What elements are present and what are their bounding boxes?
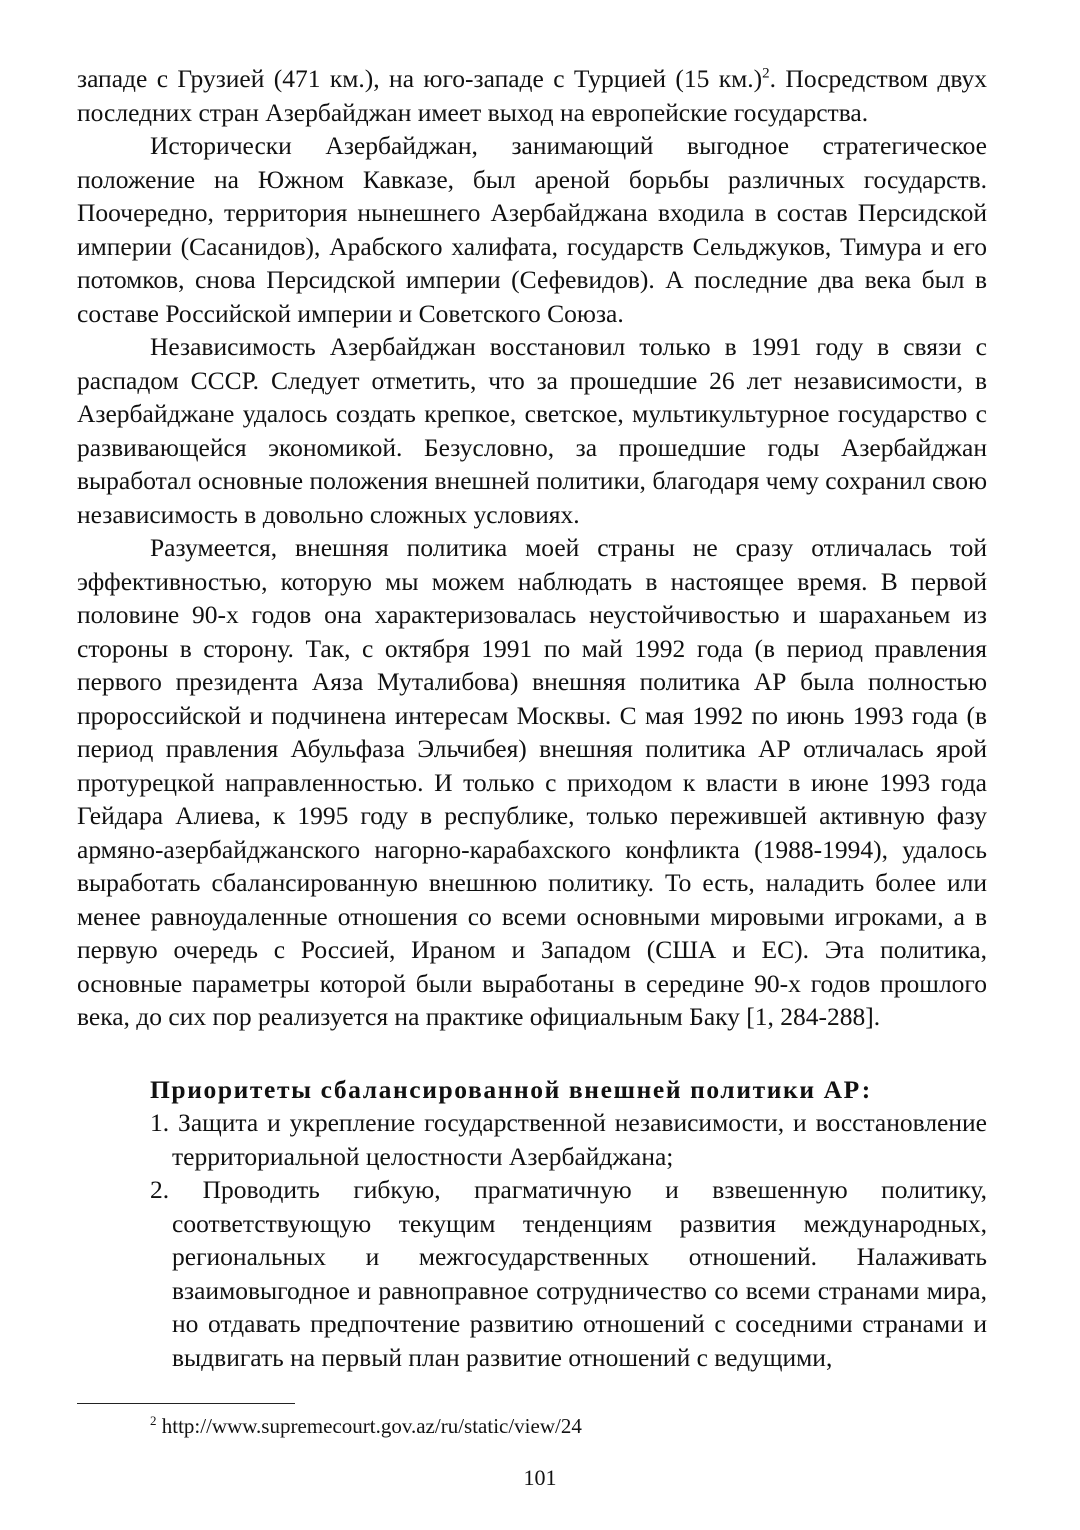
footnote-mark: 2 — [150, 1413, 157, 1428]
priority-item: 1. Защита и укрепление государственной независимости, и восстановление территориальной целостности Азербайджана; — [150, 1108, 987, 1171]
footnote-link[interactable]: http://www.supremecourt.gov.az/ru/static/view/24 — [156, 1414, 582, 1438]
footnote-reference: 2 — [762, 65, 770, 82]
footnote-divider — [77, 1403, 295, 1404]
main-text — [77, 62, 987, 1374]
paragraph-1-text-end: . Посредством двух последних стран Азербайджан имеет выход на европейские государства. — [77, 64, 988, 127]
paragraph-1-text: западе с Грузией (471 км.), на юго-западе с Турцией (15 км.) — [77, 64, 763, 93]
footnote — [150, 1413, 582, 1439]
paragraph-1 — [77, 62, 987, 129]
paragraph-3: Независимость Азербайджан восстановил только в 1991 году в связи с распадом СССР. Следует отметить, что за прошедшие 26 лет независимости, в Азербайджане удалось создать крепкое, светское, мультикультурное государство с развивающейся экономикой. Безусловно, за прошедшие годы Азербайджан выработал основные положения внешней политики, благодаря чему сохранил свою независимость в довольно сложных условиях. — [77, 332, 987, 529]
paragraph-2: Исторически Азербайджан, занимающий выгодное стратегическое положение на Южном Кавказе, был ареной борьбы различных государств. Поочередно, территория нынешнего Азербайджана входила в состав Персидской империи (Сасанидов), Арабского халифата, государств Сельджуков, Тимура и его потомков, снова Персидской империи (Сефевидов). А последние два века был в составе Российской империи и Советского Союза. — [77, 131, 987, 328]
section-heading: Приоритеты сбалансированной внешней политики АР: — [150, 1074, 872, 1104]
priority-item: 2. Проводить гибкую, прагматичную и взвешенную политику, соответствующую текущим тенденциям развития международных, региональных и межгосударственных отношений. Налаживать взаимовыгодное и равноправное сотрудничество со всеми странами мира, но отдавать предпочтение развитию отношений с соседними странами и выдвигать на первый план развитие отношений с ведущими, — [150, 1175, 987, 1372]
paragraph-4: Разумеется, внешняя политика моей страны не сразу отличалась той эффективностью, которую мы можем наблюдать в настоящее время. В первой половине 90-х годов она характеризовалась неустойчивостью и шараханьем из стороны в сторону. Так, с октября 1991 по май 1992 года (в период правления первого президента Аяза Муталибова) внешняя политика АР была полностью пророссийской и подчинена интересам Москвы. С мая 1992 по июнь 1993 года (в период правления Абульфаза Эльчибея) внешняя политика АР отличалась ярой протурецкой направленностью. И только с приходом к власти в июне 1993 года Гейдара Алиева, к 1995 году в республике, только пережившей активную фазу армяно-азербайджанского нагорно-карабахского конфликта (1988-1994), удалось выработать сбалансированную внешнюю политику. То есть, наладить более или менее равноудаленные отношения со всеми основными мировыми игроками, а в первую очередь с Россией, Ираном и Западом (США и ЕС). Эта политика, основные параметры которой были выработаны в середине 90-х годов прошлого века, до сих пор реализуется на практике официальным Баку [1, 284-288]. — [77, 533, 987, 1031]
page-number: 101 — [523, 1465, 557, 1490]
priority-list — [77, 1106, 987, 1374]
